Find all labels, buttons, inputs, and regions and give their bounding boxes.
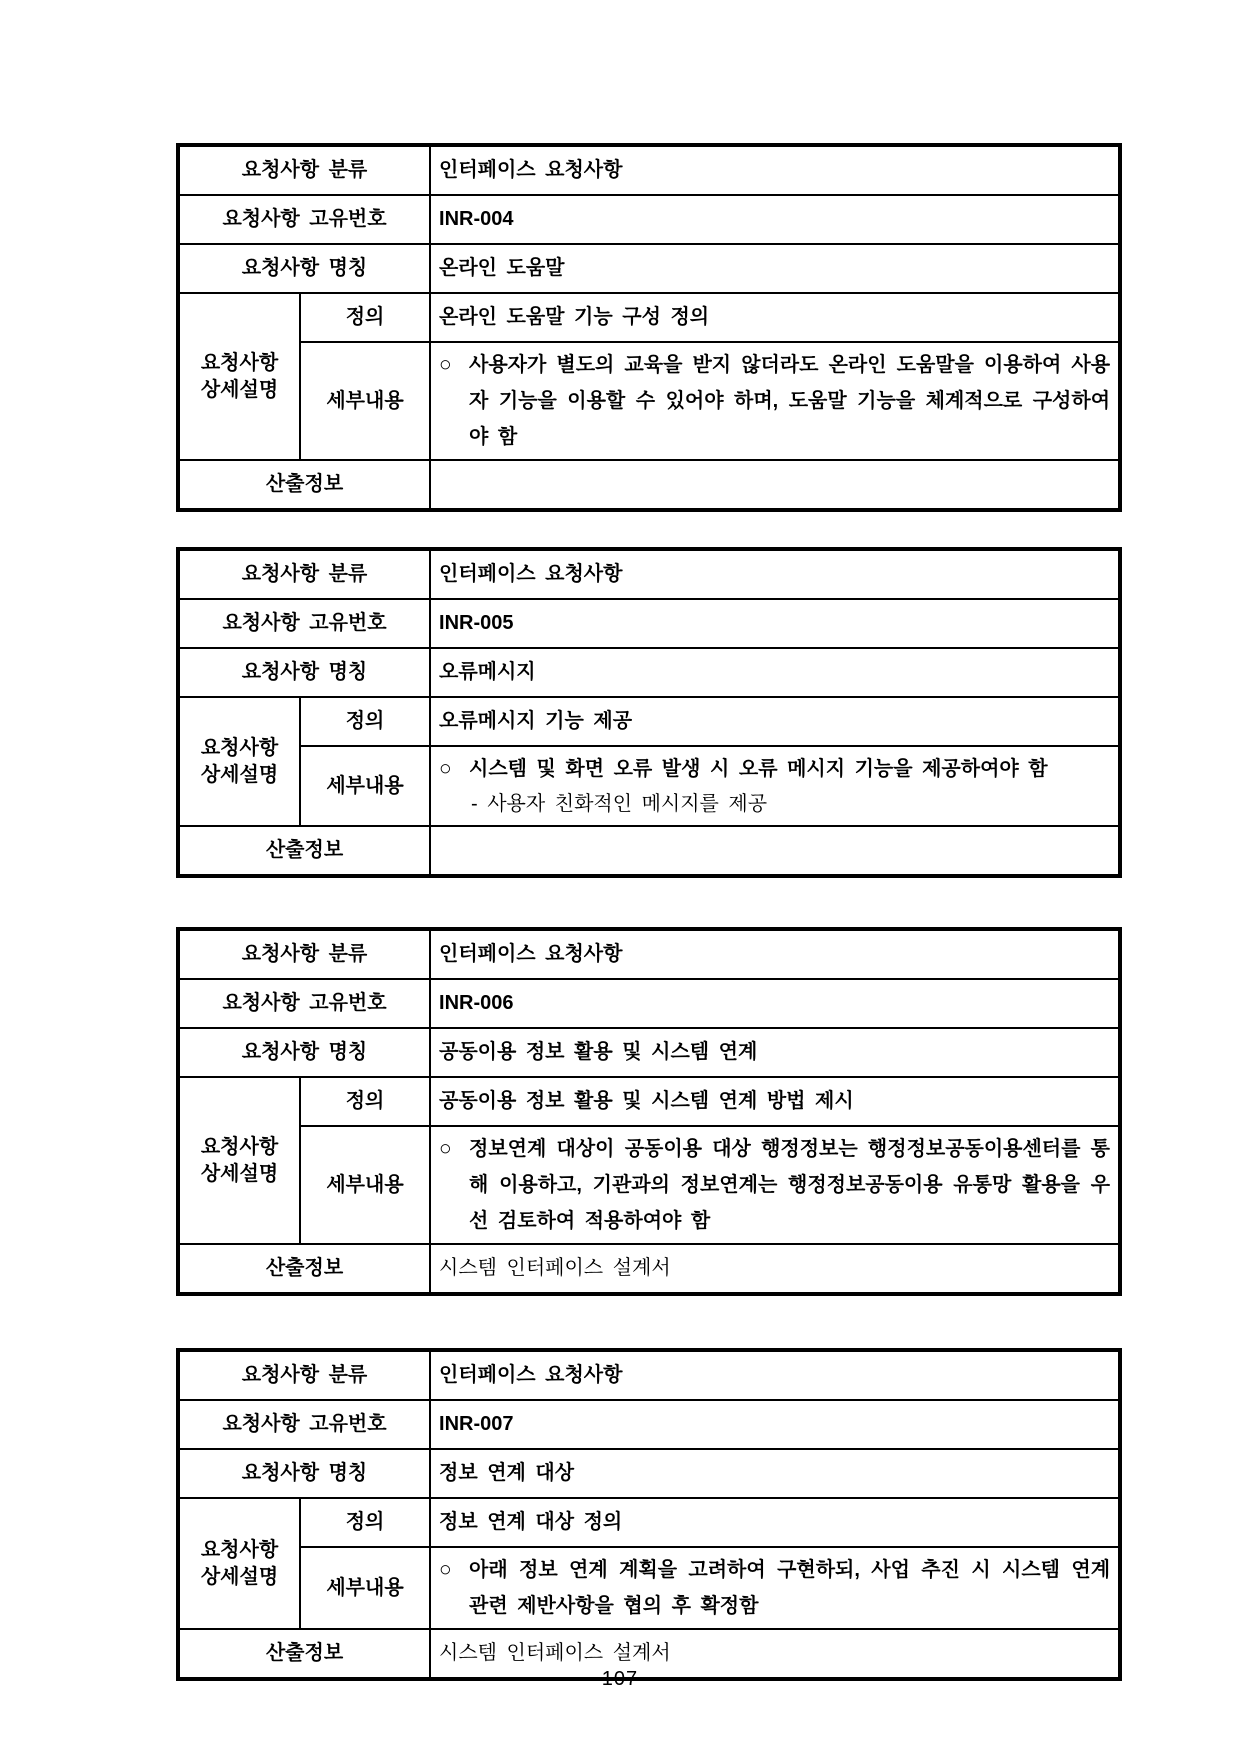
category-value: 인터페이스 요청사항 (430, 549, 1120, 599)
table-row-name (178, 1449, 1120, 1498)
table-row-id (178, 1400, 1120, 1449)
output-value (430, 460, 1120, 510)
circle-bullet-icon: ○ (439, 757, 452, 780)
table-row-name (178, 648, 1120, 697)
table-row-category (178, 549, 1120, 599)
table-row-details (178, 746, 1120, 826)
id-label: 요청사항 고유번호 (178, 1400, 430, 1449)
table-row-name (178, 244, 1120, 293)
page-number: – 107 – (583, 1668, 657, 1690)
table-row-id (178, 599, 1120, 648)
name-value: 공동이용 정보 활용 및 시스템 연계 (430, 1028, 1120, 1077)
table-row-definition (178, 1077, 1120, 1126)
definition-label: 정의 (300, 1498, 430, 1547)
name-value: 오류메시지 (430, 648, 1120, 697)
table-row-category (178, 929, 1120, 979)
details-label: 세부내용 (300, 342, 430, 460)
output-label: 산출정보 (178, 1629, 430, 1679)
name-value: 온라인 도움말 (430, 244, 1120, 293)
definition-label: 정의 (300, 293, 430, 342)
details-value (430, 342, 1120, 460)
name-label: 요청사항 명칭 (178, 244, 430, 293)
category-value: 인터페이스 요청사항 (430, 1350, 1120, 1400)
details-label: 세부내용 (300, 1547, 430, 1629)
circle-bullet-icon: ○ (439, 353, 452, 376)
table-row-definition (178, 293, 1120, 342)
category-value: 인터페이스 요청사항 (430, 929, 1120, 979)
output-label: 산출정보 (178, 460, 430, 510)
output-value (430, 826, 1120, 876)
table-row-category (178, 1350, 1120, 1400)
category-label: 요청사항 분류 (178, 1350, 430, 1400)
detail-group-label: 요청사항 상세설명 (178, 1077, 300, 1244)
requirement-table-inr-004 (176, 143, 1122, 512)
id-value: INR-004 (430, 195, 1120, 244)
requirement-table-inr-007 (176, 1348, 1122, 1681)
details-text: 아래 정보 연계 계획을 고려하여 구현하되, 사업 추진 시 시스템 연계 관련 제반사항을 협의 후 확정함 (469, 1559, 1111, 1617)
details-subtext: - 사용자 친화적인 메시지를 제공 (471, 793, 768, 815)
page-content (176, 143, 1118, 1681)
id-label: 요청사항 고유번호 (178, 195, 430, 244)
output-label: 산출정보 (178, 826, 430, 876)
id-value: INR-005 (430, 599, 1120, 648)
name-label: 요청사항 명칭 (178, 1449, 430, 1498)
table-row-category (178, 145, 1120, 195)
details-value (430, 1547, 1120, 1629)
table-row-output (178, 1244, 1120, 1294)
details-value (430, 746, 1120, 826)
name-label: 요청사항 명칭 (178, 1028, 430, 1077)
id-label: 요청사항 고유번호 (178, 599, 430, 648)
table-row-details (178, 1547, 1120, 1629)
table-row-output (178, 826, 1120, 876)
definition-label: 정의 (300, 1077, 430, 1126)
category-value: 인터페이스 요청사항 (430, 145, 1120, 195)
details-text: 사용자가 별도의 교육을 받지 않더라도 온라인 도움말을 이용하여 사용자 기능을 이용할 수 있어야 하며, 도움말 기능을 체계적으로 구성하여야 함 (469, 354, 1111, 448)
requirement-table-inr-006 (176, 927, 1122, 1296)
table-row-name (178, 1028, 1120, 1077)
output-value: 시스템 인터페이스 설계서 (430, 1629, 1120, 1679)
category-label: 요청사항 분류 (178, 549, 430, 599)
output-value: 시스템 인터페이스 설계서 (430, 1244, 1120, 1294)
requirement-table-inr-005 (176, 547, 1122, 878)
definition-value: 오류메시지 기능 제공 (430, 697, 1120, 746)
detail-group-label: 요청사항 상세설명 (178, 1498, 300, 1629)
table-row-id (178, 195, 1120, 244)
table-row-id (178, 979, 1120, 1028)
table-row-output (178, 460, 1120, 510)
name-value: 정보 연계 대상 (430, 1449, 1120, 1498)
category-label: 요청사항 분류 (178, 145, 430, 195)
details-text: 시스템 및 화면 오류 발생 시 오류 메시지 기능을 제공하여야 함 (469, 758, 1048, 780)
details-label: 세부내용 (300, 746, 430, 826)
definition-value: 온라인 도움말 기능 구성 정의 (430, 293, 1120, 342)
table-row-details (178, 342, 1120, 460)
id-value: INR-007 (430, 1400, 1120, 1449)
category-label: 요청사항 분류 (178, 929, 430, 979)
definition-value: 정보 연계 대상 정의 (430, 1498, 1120, 1547)
details-label: 세부내용 (300, 1126, 430, 1244)
circle-bullet-icon: ○ (439, 1137, 452, 1160)
detail-group-label: 요청사항 상세설명 (178, 293, 300, 460)
table-row-definition (178, 697, 1120, 746)
detail-group-label: 요청사항 상세설명 (178, 697, 300, 826)
id-label: 요청사항 고유번호 (178, 979, 430, 1028)
output-label: 산출정보 (178, 1244, 430, 1294)
table-row-definition (178, 1498, 1120, 1547)
circle-bullet-icon: ○ (439, 1558, 452, 1581)
details-text: 정보연계 대상이 공동이용 대상 행정정보는 행정정보공동이용센터를 통해 이용하고, 기관과의 정보연계는 행정정보공동이용 유통망 활용을 우선 검토하여 적용하여야 함 (469, 1138, 1111, 1232)
id-value: INR-006 (430, 979, 1120, 1028)
definition-label: 정의 (300, 697, 430, 746)
details-value (430, 1126, 1120, 1244)
definition-value: 공동이용 정보 활용 및 시스템 연계 방법 제시 (430, 1077, 1120, 1126)
table-row-details (178, 1126, 1120, 1244)
name-label: 요청사항 명칭 (178, 648, 430, 697)
